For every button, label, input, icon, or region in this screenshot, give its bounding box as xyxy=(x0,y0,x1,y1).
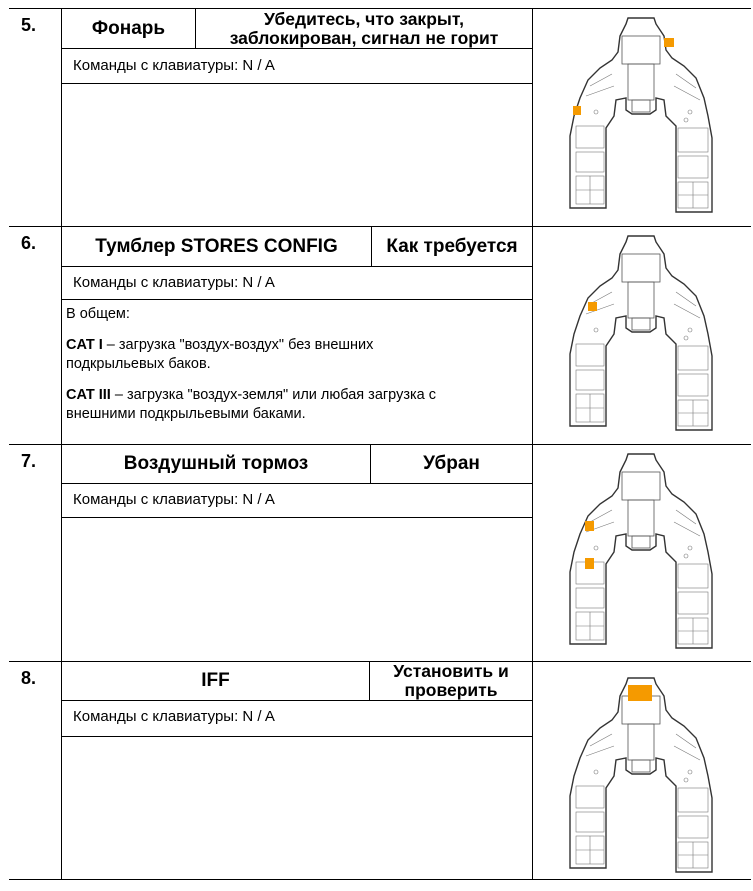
required-action: Как требуется xyxy=(386,235,518,257)
cat-iii-label: CAT III xyxy=(66,387,111,403)
highlight-marker xyxy=(585,558,594,569)
highlight-marker xyxy=(628,685,652,701)
cat-i-label: CAT I xyxy=(66,337,103,353)
cat-i-text-2: подкрыльевых баков. xyxy=(66,356,211,372)
action-line-2: заблокирован, сигнал не горит xyxy=(229,27,499,48)
required-action xyxy=(196,9,532,48)
cat-iii-text: – загрузка "воздух-земля" или любая загрузка с xyxy=(110,387,436,403)
cockpit-diagram xyxy=(566,234,718,434)
action-line-1: Установить и xyxy=(393,661,509,681)
control-name: Фонарь xyxy=(91,17,166,39)
cat-i-note xyxy=(66,336,436,374)
description xyxy=(66,305,436,436)
row-number: 7. xyxy=(21,451,37,471)
row-number: 6. xyxy=(21,233,37,253)
control-name: Тумблер STORES CONFIG xyxy=(95,235,338,257)
cat-iii-note xyxy=(66,386,436,424)
highlight-marker xyxy=(573,106,581,115)
cockpit-diagram xyxy=(566,676,718,876)
highlight-marker xyxy=(664,38,674,47)
row-number: 8. xyxy=(21,668,37,688)
cat-i-text: – загрузка "воздух-воздух" без внешних xyxy=(102,337,374,353)
highlight-marker xyxy=(588,302,597,311)
control-name: Воздушный тормоз xyxy=(123,453,309,474)
action-line-2: проверить xyxy=(404,680,498,700)
keyboard-commands: Команды с клавиатуры: N / A xyxy=(73,274,275,291)
keyboard-commands: Команды с клавиатуры: N / A xyxy=(73,491,275,508)
required-action xyxy=(370,662,532,700)
row-number: 5. xyxy=(21,15,37,35)
cockpit-diagram xyxy=(566,16,718,216)
cockpit-diagram xyxy=(566,452,718,652)
action-line-1: Убедитесь, что закрыт, xyxy=(264,8,464,29)
keyboard-commands: Команды с клавиатуры: N / A xyxy=(73,708,275,725)
highlight-marker xyxy=(585,521,594,531)
general-note: В общем: xyxy=(66,306,130,322)
control-name: IFF xyxy=(201,670,230,691)
required-action: Убран xyxy=(423,453,480,474)
keyboard-commands: Команды с клавиатуры: N / A xyxy=(73,57,275,74)
cat-iii-text-2: внешними подкрыльевыми баками. xyxy=(66,406,306,422)
